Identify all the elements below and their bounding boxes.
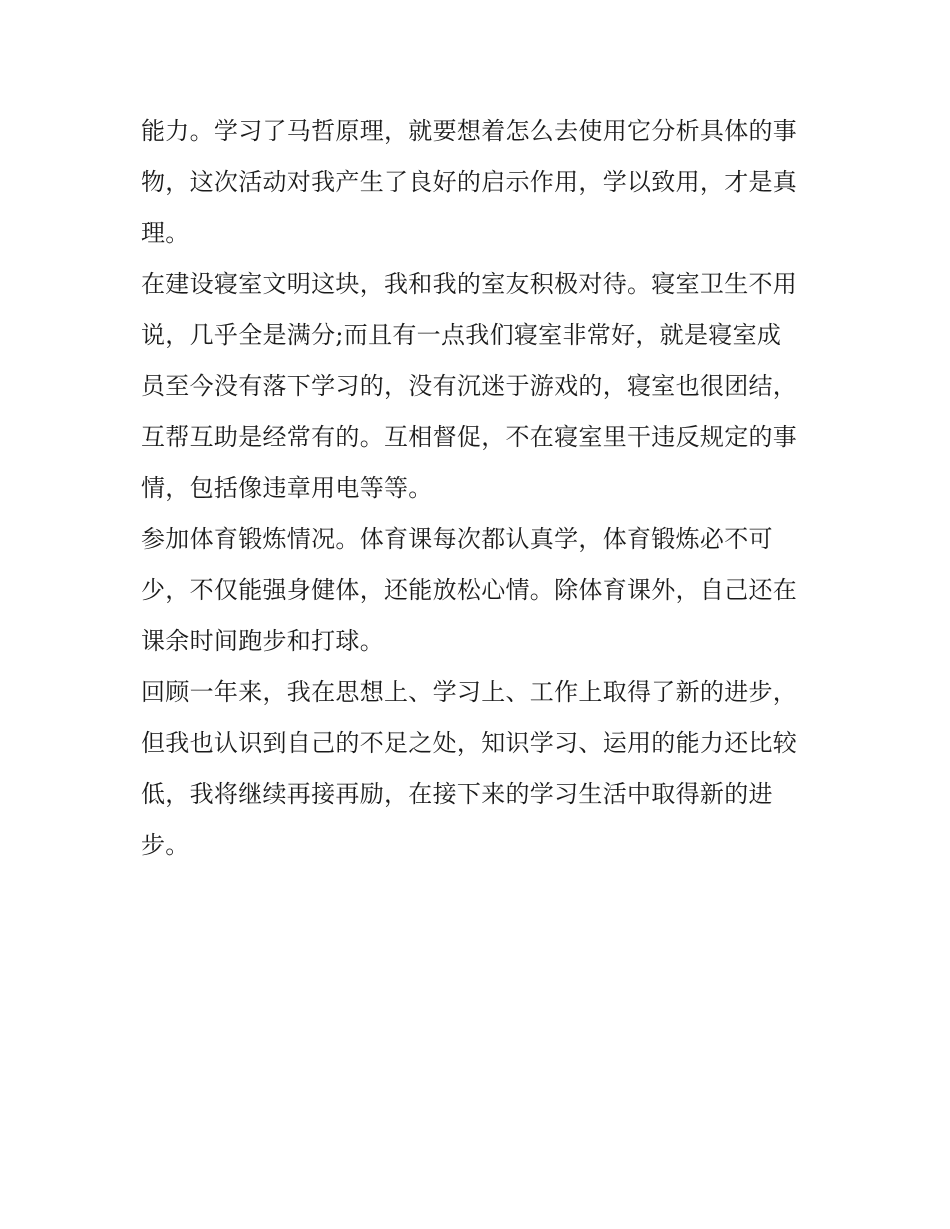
text-line: 但我也认识到自己的不足之处，知识学习、运用的能力还比较 — [141, 729, 798, 757]
document-body — [141, 106, 821, 871]
text-line: 在建设寝室文明这块，我和我的室友积极对待。寝室卫生不用 — [141, 270, 798, 298]
text-line: 低，我将继续再接再励，在接下来的学习生活中取得新的进 — [141, 780, 773, 808]
text-line: 物，这次活动对我产生了良好的启示作用，学以致用，才是真 — [141, 168, 798, 196]
text-line: 理。 — [141, 219, 190, 247]
text-line: 课余时间跑步和打球。 — [141, 627, 384, 655]
text-line: 回顾一年来，我在思想上、学习上、工作上取得了新的进步， — [141, 678, 798, 706]
text-line: 员至今没有落下学习的，没有沉迷于游戏的，寝室也很团结， — [141, 372, 798, 400]
text-line: 少，不仅能强身健体，还能放松心情。除体育课外，自己还在 — [141, 576, 798, 604]
text-line: 说，几乎全是满分;而且有一点我们寝室非常好，就是寝室成 — [141, 321, 782, 349]
text-line: 能力。学习了马哲原理，就要想着怎么去使用它分析具体的事 — [141, 117, 798, 145]
text-line: 步。 — [141, 831, 190, 859]
text-line: 参加体育锻炼情况。体育课每次都认真学，体育锻炼必不可 — [141, 525, 773, 553]
text-line: 情，包括像违章用电等等。 — [141, 474, 433, 502]
text-line: 互帮互助是经常有的。互相督促，不在寝室里干违反规定的事 — [141, 423, 798, 451]
